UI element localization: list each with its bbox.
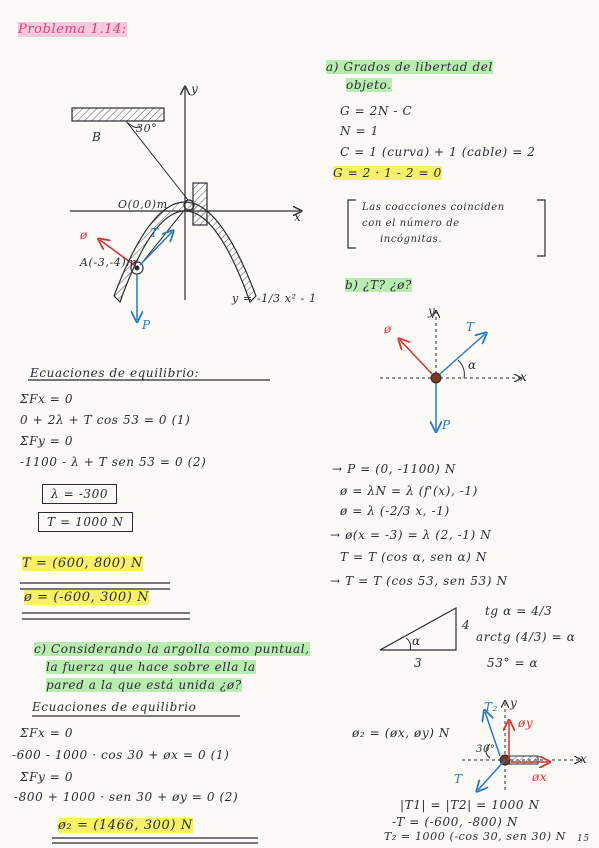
part-a-heading-1: a) Grados de libertad del: [326, 60, 493, 74]
fig3-y-label: y: [510, 696, 518, 710]
tension-box: T = 1000 N: [38, 512, 133, 532]
triangle-alpha: α: [412, 634, 421, 648]
fig2-phi-arrow: [400, 340, 432, 374]
eq2-l4: -800 + 1000 · sen 30 + øy = 0 (2): [14, 790, 239, 804]
arctg-alpha: arctg (4/3) = α: [476, 630, 576, 644]
fig1-curve-label: y = -1/3 x² - 1: [232, 292, 317, 305]
part-a-eq4: G = 2 · 1 - 2 = 0: [333, 166, 442, 180]
fig3-phiy-label: øy: [518, 716, 534, 730]
fig2-bead: [431, 373, 441, 383]
eq1-l2: 0 + 2λ + T cos 53 = 0 (1): [20, 413, 191, 427]
page-title: Problema 1.14:: [18, 22, 127, 37]
fig2-alpha-label: α: [468, 358, 477, 372]
fig2-p-label: P: [442, 418, 451, 432]
part-b-l6: → T = T (cos 53, sen 53) N: [330, 574, 508, 588]
deg-alpha: 53° = α: [487, 656, 539, 670]
figure-2: [380, 312, 520, 430]
note-line-1: Las coacciones coinciden: [362, 202, 505, 213]
figure-1: [70, 88, 300, 320]
fig2-phi-label: ø: [384, 322, 392, 336]
triangle-4: 4: [462, 618, 471, 632]
fig2-y-label: y: [428, 304, 436, 318]
fig3-phi2-label: ø₂ = (øx, øy) N: [352, 726, 451, 740]
part-a-eq1: G = 2N - C: [340, 104, 413, 118]
fig2-t-label: T: [466, 320, 475, 334]
eq2-l1: ΣFx = 0: [20, 726, 74, 740]
fig1-x-label: x: [294, 210, 302, 224]
eq1-l1: ΣFx = 0: [20, 392, 74, 406]
lambda-box: λ = -300: [42, 484, 117, 504]
fig3-phix-label: øx: [532, 770, 548, 784]
note-line-3: incógnitas.: [380, 234, 443, 245]
eq1-l3: ΣFy = 0: [20, 434, 74, 448]
result-phi: ø = (-600, 300) N: [24, 590, 150, 605]
eq1-l4: -1100 - λ + T sen 53 = 0 (2): [20, 455, 207, 469]
fig3-deg-label: 30°: [476, 744, 496, 755]
fig1-angle-label: 30°: [136, 122, 158, 135]
part-b-l5: T = T (cos α, sen α) N: [340, 550, 487, 564]
fig3-x-label: x: [580, 752, 588, 766]
eq1-heading: Ecuaciones de equilibrio:: [30, 366, 200, 380]
fig3-t2-label: T₂: [484, 700, 499, 714]
fig2-x-label: x: [520, 370, 528, 384]
part-a-eq3: C = 1 (curva) + 1 (cable) = 2: [340, 145, 536, 159]
page-number: 15: [577, 834, 590, 844]
part-b-l3: ø = λ (-2/3 x, -1): [340, 504, 450, 518]
ceiling-hatch: [72, 108, 164, 121]
eq2-l3: ΣFy = 0: [20, 770, 74, 784]
fig1-p-label: P: [142, 318, 151, 332]
part-a-eq2: N = 1: [340, 124, 379, 138]
fig1-b-label: B: [92, 130, 102, 144]
fig1-a-label: A(-3,-4)m: [80, 256, 138, 269]
fig3-t-arrow: [478, 760, 505, 790]
part-c-line-3: pared a la que está unida ¿ø?: [46, 678, 242, 692]
fig2-t-arrow: [440, 334, 485, 374]
eq2-l2: -600 - 1000 · cos 30 + øx = 0 (1): [12, 748, 230, 762]
part-b-l1: → P = (0, -1100) N: [332, 462, 456, 476]
fig1-t-label: T: [150, 226, 159, 240]
bottom-l1: |T1| = |T2| = 1000 N: [400, 798, 540, 812]
triangle-3: 3: [414, 656, 423, 670]
fig1-origin-label: O(0,0)m: [118, 198, 168, 211]
tg-alpha: tg α = 4/3: [485, 604, 553, 618]
fig1-phi-label: ø: [80, 228, 88, 242]
eq2-result: ø₂ = (1466, 300) N: [58, 818, 193, 833]
result-t: T = (600, 800) N: [22, 556, 143, 571]
part-b-l2: ø = λN = λ (f'(x), -1): [340, 484, 478, 498]
part-c-line-2: la fuerza que hace sobre ella la: [46, 660, 256, 674]
fig3-t-label: T: [454, 772, 463, 786]
part-c-line-1: c) Considerando la argolla como puntual,: [34, 642, 310, 656]
part-b-l4: → ø(x = -3) = λ (2, -1) N: [330, 528, 492, 542]
bottom-l2: -T = (-600, -800) N: [392, 815, 518, 829]
bottom-l3: T₂ = 1000 (-cos 30, sen 30) N: [384, 830, 566, 843]
part-a-heading-2: objeto.: [346, 78, 392, 92]
fig1-y-label: y: [191, 82, 199, 96]
eq2-heading: Ecuaciones de equilibrio: [32, 700, 197, 714]
note-line-2: con el número de: [362, 218, 460, 229]
part-b-heading: b) ¿T? ¿ø?: [345, 278, 412, 292]
